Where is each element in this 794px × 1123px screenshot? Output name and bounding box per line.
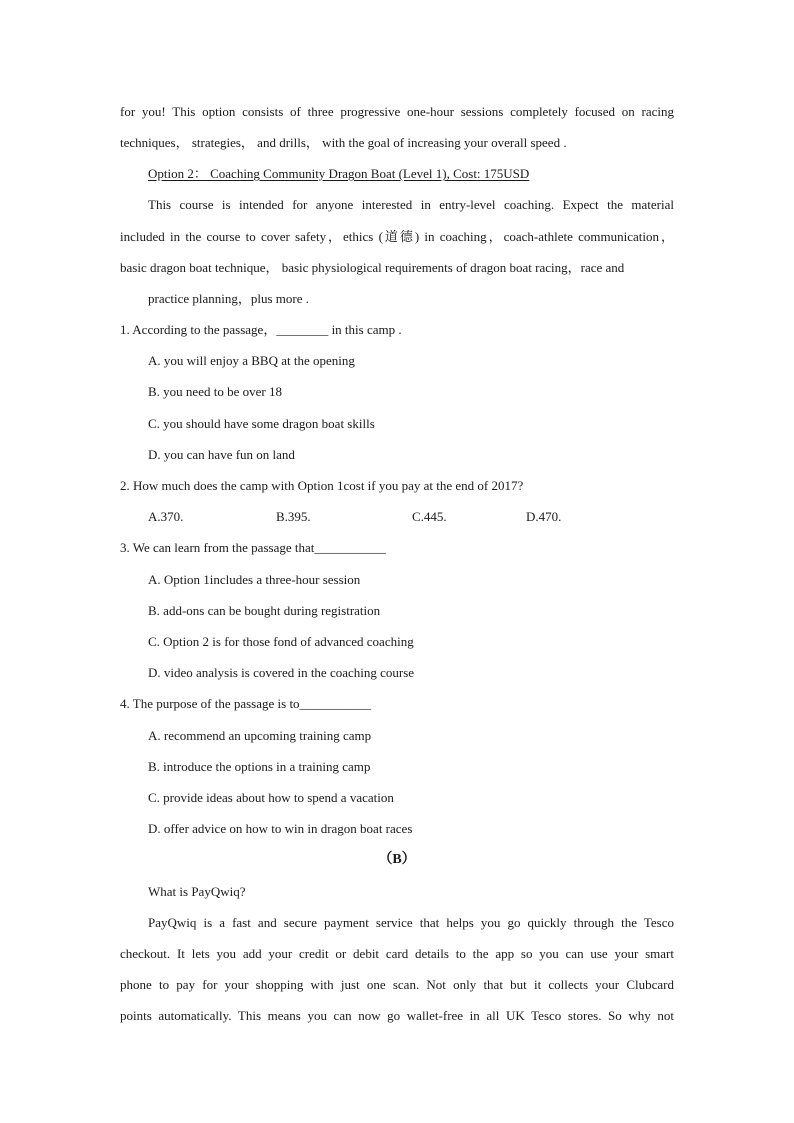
paragraph-line: practice planning，plus more . bbox=[148, 291, 310, 306]
answer-option: C. you should have some dragon boat skills bbox=[148, 416, 375, 431]
paragraph-line: This course is intended for anyone interested in entry-level coaching. Expect the material bbox=[148, 197, 674, 212]
paragraph-line: PayQwiq is a fast and secure payment service that helps you go quickly through the Tesco bbox=[148, 915, 674, 930]
paragraph-line: techniques， strategies， and drills， with the goal of increasing your overall speed . bbox=[120, 135, 567, 150]
answer-option: B. introduce the options in a training camp bbox=[148, 759, 371, 774]
answer-option: C. provide ideas about how to spend a vacation bbox=[148, 790, 394, 805]
answer-option: B. add-ons can be bought during registration bbox=[148, 603, 381, 618]
answer-option: C. Option 2 is for those fond of advanced coaching bbox=[148, 634, 414, 649]
paragraph-line: points automatically. This means you can now go wallet-free in all UK Tesco stores. So why not bbox=[120, 1008, 674, 1023]
question-stem: 1. According to the passage，________ in this camp . bbox=[120, 322, 402, 337]
answer-option: D. offer advice on how to win in dragon boat races bbox=[148, 821, 413, 836]
passage-title: What is PayQwiq? bbox=[148, 884, 246, 899]
paragraph-line: basic dragon boat technique， basic physiological requirements of dragon boat racing，race and bbox=[120, 260, 625, 275]
answer-option: A. recommend an upcoming training camp bbox=[148, 728, 372, 743]
question-stem: 3. We can learn from the passage that___________ bbox=[120, 540, 386, 555]
option2-heading: Option 2： Coaching Community Dragon Boat (Level 1), Cost: 175USD bbox=[148, 166, 530, 181]
answer-option: D.470. bbox=[526, 509, 562, 524]
answer-option: A. Option 1includes a three-hour session bbox=[148, 572, 361, 587]
answer-option: B. you need to be over 18 bbox=[148, 384, 282, 399]
question-stem: 2. How much does the camp with Option 1cost if you pay at the end of 2017? bbox=[120, 478, 524, 493]
answer-option: C.445. bbox=[412, 509, 447, 524]
answer-option: A.370. bbox=[148, 509, 184, 524]
paragraph-line: for you! This option consists of three progressive one-hour sessions completely focused on racing bbox=[120, 104, 674, 119]
paragraph-line: checkout. It lets you add your credit or debit card details to the app so you can use your smart bbox=[120, 946, 674, 961]
answer-option: D. video analysis is covered in the coaching course bbox=[148, 665, 415, 680]
question-stem: 4. The purpose of the passage is to___________ bbox=[120, 696, 372, 711]
paragraph-line: included in the course to cover safety，ethics (道德) in coaching，coach-athlete communication， bbox=[120, 229, 674, 244]
paragraph-line: phone to pay for your shopping with just one scan. Not only that but it collects your Clubcard bbox=[120, 977, 674, 992]
answer-option: A. you will enjoy a BBQ at the opening bbox=[148, 353, 355, 368]
answer-option: D. you can have fun on land bbox=[148, 447, 295, 462]
section-label: （B） bbox=[378, 852, 416, 867]
answer-option: B.395. bbox=[276, 509, 311, 524]
